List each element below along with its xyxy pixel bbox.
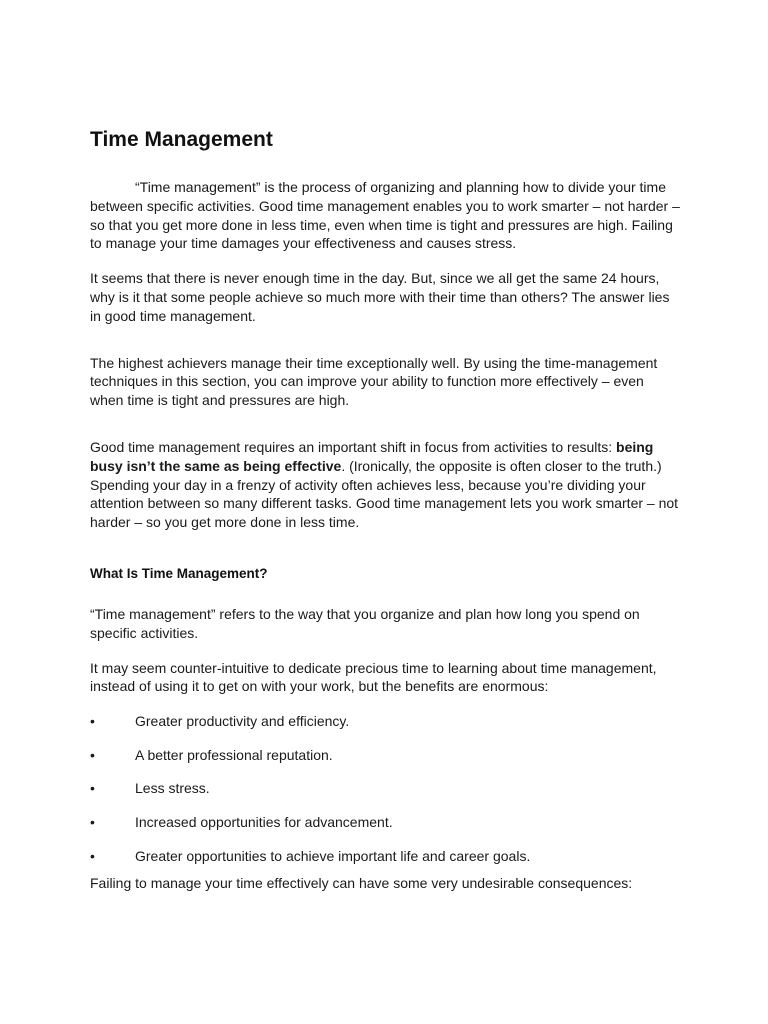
benefits-intro-paragraph: It may seem counter-intuitive to dedicate precious time to learning about time management, instead of using it to get on with your work, but the benefits are enormous: (90, 659, 657, 695)
list-item (90, 813, 680, 832)
list-item-text: A better professional reputation. (135, 746, 333, 763)
list-item-text: Greater opportunities to achieve important life and career goals. (135, 847, 531, 864)
list-item (90, 712, 680, 731)
shift-in-focus-text: Good time management requires an important shift in focus from activities to results: (90, 438, 617, 455)
list-item (90, 746, 680, 765)
document-body (90, 126, 680, 893)
highest-achievers-paragraph: The highest achievers manage their time exceptionally well. By using the time-management techniques in this section, you can improve your ability to function more effectively – even when time is tight and pressures are high. (90, 354, 658, 409)
frenzy-paragraph: Spending your day in a frenzy of activity often achieves less, because you’re dividing your attention between so many different tasks. Good time management lets you work smarter – not harder – so you get more done in less time. (90, 476, 679, 531)
list-item-text: Increased opportunities for advancement. (135, 813, 393, 830)
list-item (90, 779, 680, 798)
ironically-text: . (Ironically, the opposite is often closer to the truth.) (341, 457, 662, 474)
bullet-icon: • (90, 847, 95, 864)
busy-not-effective-emphasis: being busy isn’t the same as being effective (90, 438, 654, 474)
never-enough-time-paragraph: It seems that there is never enough time in the day. But, since we all get the same 24 hours, why is it that some people achieve so much more with their time than others? The answer lies in good time management. (90, 270, 670, 324)
benefits-list (90, 712, 680, 865)
bullet-icon: • (90, 780, 95, 797)
consequences-paragraph: Failing to manage your time effectively can have some very undesirable consequences: (90, 875, 633, 892)
intro-paragraph: “Time management” is the process of organizing and planning how to divide your time between specific activities. Good time management enables you to work smarter – not harder – so that you get more done in less time, even when time is tight and pressures are high. Failing to manage your time damages your effectiveness and causes stress. (90, 179, 680, 252)
shift-in-focus-paragraph (90, 438, 680, 476)
list-item (90, 847, 680, 866)
list-item-text: Greater productivity and efficiency. (135, 713, 350, 730)
definition-paragraph: “Time management” refers to the way that you organize and plan how long you spend on specific activities. (90, 605, 640, 641)
list-item-text: Less stress. (135, 780, 210, 797)
bullet-icon: • (90, 746, 95, 763)
section-heading: What Is Time Management? (90, 565, 268, 581)
bullet-icon: • (90, 713, 95, 730)
page-title: Time Management (90, 128, 273, 151)
bullet-icon: • (90, 813, 95, 830)
